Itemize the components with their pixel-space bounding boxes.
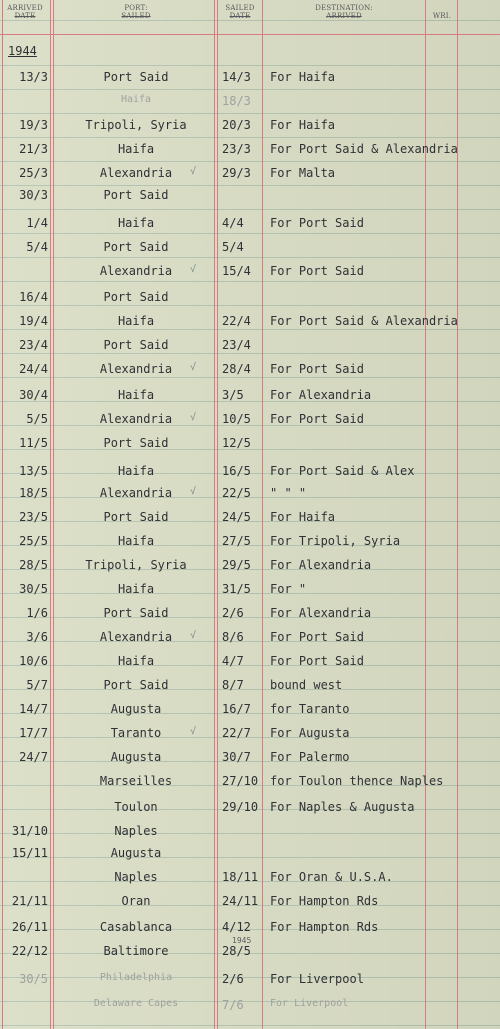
destination: For Port Said: [270, 412, 364, 426]
sailed-date: 12/5: [222, 436, 251, 450]
ledger-row: [0, 384, 500, 408]
arrived-date: 10/6: [19, 654, 48, 668]
sailed-date: 4/7: [222, 654, 244, 668]
port-name: Haifa: [120, 94, 152, 105]
ledger-row: [0, 460, 500, 484]
arrived-date: 11/5: [19, 436, 48, 450]
destination: For Alexandria: [270, 388, 372, 402]
port-name: Delaware Capes: [93, 998, 179, 1009]
arrived-date: 15/11: [11, 846, 48, 860]
port-name: Alexandria: [99, 412, 173, 426]
destination: For Port Said & Alexandria: [270, 142, 458, 156]
sailed-date: 29/3: [222, 166, 251, 180]
ledger-row: [0, 530, 500, 554]
destination: For Naples & Augusta: [270, 800, 415, 814]
destination: For Oran & U.S.A.: [270, 870, 393, 884]
ledger-row: [0, 698, 500, 722]
destination: For Liverpool: [270, 972, 364, 986]
destination: For Port Said: [270, 654, 364, 668]
arrived-date: 28/5: [19, 558, 48, 572]
ledger-row: [0, 578, 500, 602]
arrived-date: 25/3: [19, 166, 48, 180]
sailed-date: 4/12: [222, 920, 251, 934]
destination: For Alexandria: [270, 558, 372, 572]
port-name: Port Said: [103, 510, 169, 524]
arrived-date: 5/5: [26, 412, 48, 426]
arrived-date: 14/7: [19, 702, 48, 716]
port-name: Augusta: [110, 846, 162, 860]
ledger-row: [0, 890, 500, 914]
port-name: Alexandria: [99, 362, 173, 376]
sailed-date: 7/6: [222, 998, 244, 1012]
port-name: Alexandria: [99, 630, 173, 644]
port-name: Port Said: [103, 70, 169, 84]
ledger-row: [0, 506, 500, 530]
port-name: Port Said: [103, 188, 169, 202]
port-name: Alexandria: [99, 166, 173, 180]
destination: For ": [270, 582, 307, 596]
sailed-date: 23/3: [222, 142, 251, 156]
port-name: Haifa: [117, 314, 155, 328]
sailed-date: 2/6: [222, 972, 244, 986]
sailed-date: 27/10: [222, 774, 259, 788]
destination: For Liverpool: [270, 998, 349, 1009]
ledger-row: [0, 432, 500, 456]
sailed-date: 8/7: [222, 678, 244, 692]
arrived-date: 23/5: [19, 510, 48, 524]
destination: For Haifa: [270, 510, 336, 524]
port-name: Haifa: [117, 142, 155, 156]
arrived-date: 3/6: [26, 630, 48, 644]
arrived-date: 24/7: [19, 750, 48, 764]
ledger-row: [0, 994, 500, 1018]
port-name: Port Said: [103, 338, 169, 352]
ledger-row: [0, 482, 500, 506]
header-sailed: SAILED DATE: [225, 4, 255, 20]
sailed-date: 23/4: [222, 338, 251, 352]
port-name: Baltimore: [103, 944, 169, 958]
header-wri: WRI.: [432, 12, 452, 20]
sailed-date: 22/4: [222, 314, 251, 328]
destination: For Hampton Rds: [270, 920, 379, 934]
ledger-row: [0, 746, 500, 770]
port-name: Augusta: [110, 702, 162, 716]
destination: For Tripoli, Syria: [270, 534, 401, 548]
sailed-date: 28/4: [222, 362, 251, 376]
sailed-date: 3/5: [222, 388, 244, 402]
sailed-date: 4/4: [222, 216, 244, 230]
destination: For Malta: [270, 166, 336, 180]
header-destination: DESTINATION: ARRIVED: [315, 4, 373, 20]
arrived-date: 13/3: [19, 70, 48, 84]
sailed-date: 31/5: [222, 582, 251, 596]
sailed-date: 24/11: [222, 894, 259, 908]
ledger-row: [0, 674, 500, 698]
arrived-date: 24/4: [19, 362, 48, 376]
destination: For Port Said: [270, 630, 364, 644]
destination: For Augusta: [270, 726, 350, 740]
ledger-row: [0, 184, 500, 208]
sailed-date: 20/3: [222, 118, 251, 132]
check-mark: √: [190, 726, 197, 737]
port-name: Oran: [121, 894, 151, 908]
destination: for Toulon thence Naples: [270, 774, 444, 788]
ledger-row: [0, 260, 500, 284]
check-mark: √: [190, 362, 197, 373]
sailed-date: 5/4: [222, 240, 244, 254]
sailed-date: 22/7: [222, 726, 251, 740]
port-name: Haifa: [117, 388, 155, 402]
sailed-date: 29/10: [222, 800, 259, 814]
arrived-date: 30/5: [19, 972, 48, 986]
ledger-row: [0, 554, 500, 578]
check-mark: √: [190, 166, 197, 177]
arrived-date: 1/6: [26, 606, 48, 620]
arrived-date: 30/3: [19, 188, 48, 202]
arrived-date: 5/7: [26, 678, 48, 692]
sailed-date: 10/5: [222, 412, 251, 426]
destination: For Hampton Rds: [270, 894, 379, 908]
check-mark: √: [190, 486, 197, 497]
arrived-date: 19/4: [19, 314, 48, 328]
sailed-date: 14/3: [222, 70, 251, 84]
arrived-date: 19/3: [19, 118, 48, 132]
arrived-date: 22/12: [11, 944, 48, 958]
sailed-date: 22/5: [222, 486, 251, 500]
port-name: Marseilles: [99, 774, 173, 788]
port-name: Haifa: [117, 582, 155, 596]
sailed-date: 29/5: [222, 558, 251, 572]
arrived-date: 1/4: [26, 216, 48, 230]
arrived-date: 31/10: [11, 824, 48, 838]
ledger-row: [0, 968, 500, 992]
ledger-row: [0, 626, 500, 650]
destination: For Port Said: [270, 264, 364, 278]
ledger-row: [0, 842, 500, 866]
ledger-row: [0, 796, 500, 820]
sailed-date: 24/5: [222, 510, 251, 524]
arrived-date: 5/4: [26, 240, 48, 254]
destination: For Port Said: [270, 362, 364, 376]
port-name: Port Said: [103, 606, 169, 620]
ledger-row: [0, 334, 500, 358]
destination: For Palermo: [270, 750, 350, 764]
arrived-date: 18/5: [19, 486, 48, 500]
ledger-row: [0, 770, 500, 794]
port-name: Alexandria: [99, 264, 173, 278]
destination: bound west: [270, 678, 343, 692]
destination: For Port Said & Alex: [270, 464, 415, 478]
port-name: Casablanca: [99, 920, 173, 934]
sailed-date: 8/6: [222, 630, 244, 644]
destination: for Taranto: [270, 702, 350, 716]
port-name: Taranto: [110, 726, 162, 740]
check-mark: √: [190, 412, 197, 423]
ledger-row: [0, 286, 500, 310]
ledger-row: [0, 358, 500, 382]
sailed-date: 16/7: [222, 702, 251, 716]
sailed-date: 28/5: [222, 944, 251, 958]
ledger-row: [0, 866, 500, 890]
port-name: Alexandria: [99, 486, 173, 500]
ledger-row: [0, 650, 500, 674]
ledger-row: [0, 138, 500, 162]
year-annotation: 1945: [232, 936, 252, 945]
port-name: Haifa: [117, 216, 155, 230]
port-name: Naples: [114, 824, 158, 838]
sailed-date: 30/7: [222, 750, 251, 764]
destination: " " ": [270, 486, 307, 500]
arrived-date: 13/5: [19, 464, 48, 478]
arrived-date: 26/11: [11, 920, 48, 934]
header-port: PORT: SAILED: [121, 4, 151, 20]
arrived-date: 17/7: [19, 726, 48, 740]
port-name: Haifa: [117, 464, 155, 478]
check-mark: √: [190, 264, 197, 275]
port-name: Haifa: [117, 534, 155, 548]
port-name: Port Said: [103, 290, 169, 304]
port-name: Naples: [114, 870, 158, 884]
ledger-row: [0, 90, 500, 114]
arrived-date: 30/5: [19, 582, 48, 596]
port-name: Port Said: [103, 240, 169, 254]
sailed-date: 18/11: [222, 870, 259, 884]
port-name: Port Said: [103, 678, 169, 692]
sailed-date: 27/5: [222, 534, 251, 548]
year-heading: 1944: [8, 44, 37, 58]
arrived-date: 25/5: [19, 534, 48, 548]
arrived-date: 16/4: [19, 290, 48, 304]
destination: For Alexandria: [270, 606, 372, 620]
ledger-row: [0, 722, 500, 746]
sailed-date: 16/5: [222, 464, 251, 478]
port-name: Haifa: [117, 654, 155, 668]
sailed-date: 2/6: [222, 606, 244, 620]
header-arrived: ARRIVED DATE: [7, 4, 43, 20]
ledger-row: [0, 820, 500, 844]
port-name: Augusta: [110, 750, 162, 764]
ledger-row: [0, 236, 500, 260]
arrived-date: 30/4: [19, 388, 48, 402]
ledger-row: [0, 408, 500, 432]
arrived-date: 23/4: [19, 338, 48, 352]
ledger-row: [0, 310, 500, 334]
port-name: Tripoli, Syria: [85, 558, 187, 572]
sailed-date: 18/3: [222, 94, 251, 108]
ledger-row: [0, 114, 500, 138]
check-mark: √: [190, 630, 197, 641]
port-name: Port Said: [103, 436, 169, 450]
port-name: Tripoli, Syria: [85, 118, 187, 132]
port-name: Toulon: [114, 800, 158, 814]
destination: For Haifa: [270, 118, 336, 132]
destination: For Port Said: [270, 216, 364, 230]
arrived-date: 21/3: [19, 142, 48, 156]
ledger-row: [0, 162, 500, 186]
destination: For Port Said & Alexandria: [270, 314, 458, 328]
destination: For Haifa: [270, 70, 336, 84]
ledger-row: [0, 602, 500, 626]
ledger-row: [0, 66, 500, 90]
sailed-date: 15/4: [222, 264, 251, 278]
ledger-row: [0, 212, 500, 236]
arrived-date: 21/11: [11, 894, 48, 908]
port-name: Philadelphia: [99, 972, 173, 983]
